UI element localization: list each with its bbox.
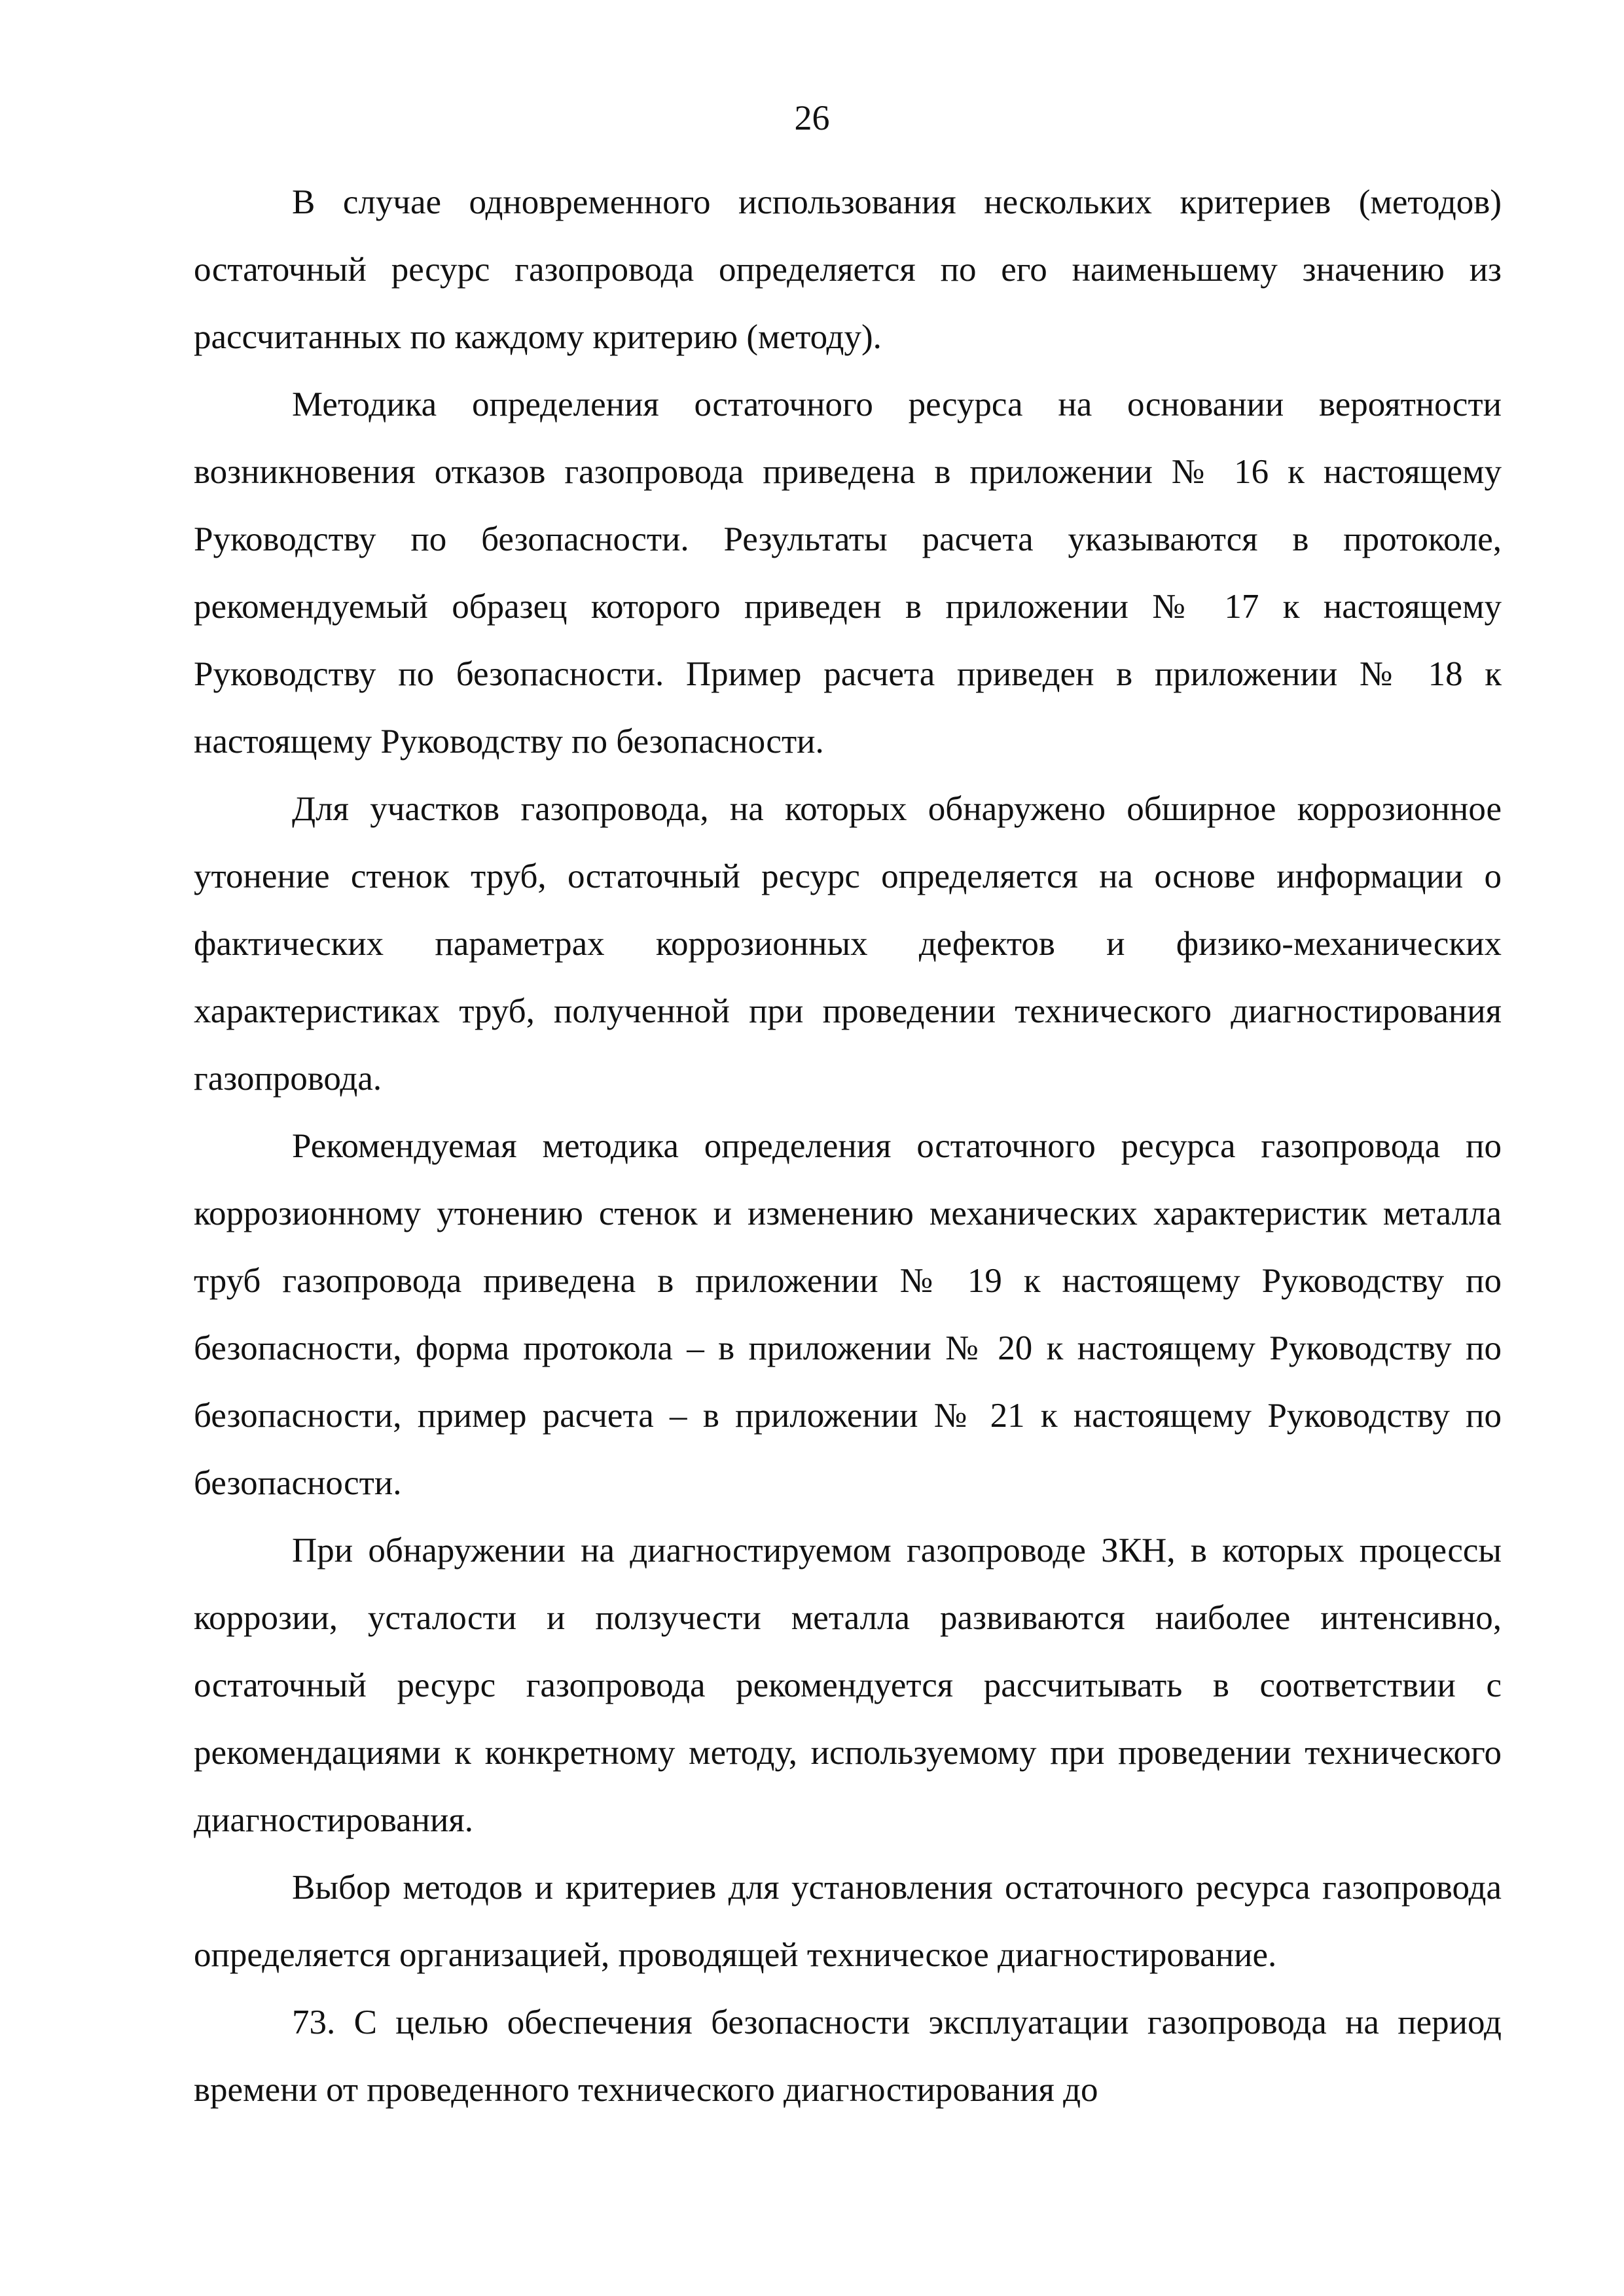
page-number: 26 [794, 98, 830, 137]
paragraph-failure-probability-method: Методика определения остаточного ресурса на основании вероятности возникновения отказов газопровода приведена в приложении № 16 к настоящему Руководству по безопасности. Результаты расчета указываются в протоколе, рекомендуемый образец которого приведен в приложении № 17 к настоящему Руководству по безопасности. Пример расчета приведен в приложении № 18 к настоящему Руководству по безопасности. [194, 386, 1502, 761]
paragraph-recommended-corrosion-method: Рекомендуемая методика определения остаточного ресурса газопровода по коррозионному утонению стенок и изменению механических характеристик металла труб газопровода приведена в приложении № 19 к настоящему Руководству по безопасности, форма протокола – в приложении № 20 к настоящему Руководству по безопасности, пример расчета – в приложении № 21 к настоящему Руководству по безопасности. [194, 1127, 1502, 1502]
document-body [194, 169, 1502, 2124]
paragraph-item-73: 73. С целью обеспечения безопасности эксплуатации газопровода на период времени от проведенного технического диагностирования до [194, 2003, 1502, 2109]
paragraph-criteria-combination: В случае одновременного использования нескольких критериев (методов) остаточный ресурс газопровода определяется по его наименьшему значению из рассчитанных по каждому критерию (методу). [194, 183, 1502, 356]
paragraph-corrosion-thinning-sections: Для участков газопровода, на которых обнаружено обширное коррозионное утонение стенок труб, остаточный ресурс определяется на основе информации о фактических параметрах коррозионных дефектов и физико-механических характеристиках труб, полученной при проведении технического диагностирования газопровода. [194, 790, 1502, 1098]
paragraph-zkn-detection: При обнаружении на диагностируемом газопроводе ЗКН, в которых процессы коррозии, усталости и ползучести металла развиваются наиболее интенсивно, остаточный ресурс газопровода рекомендуется рассчитывать в соответствии с рекомендациями к конкретному методу, используемому при проведении технического диагностирования. [194, 1532, 1502, 1839]
paragraph-method-selection: Выбор методов и критериев для установления остаточного ресурса газопровода определяется организацией, проводящей техническое диагностирование. [194, 1869, 1502, 1974]
